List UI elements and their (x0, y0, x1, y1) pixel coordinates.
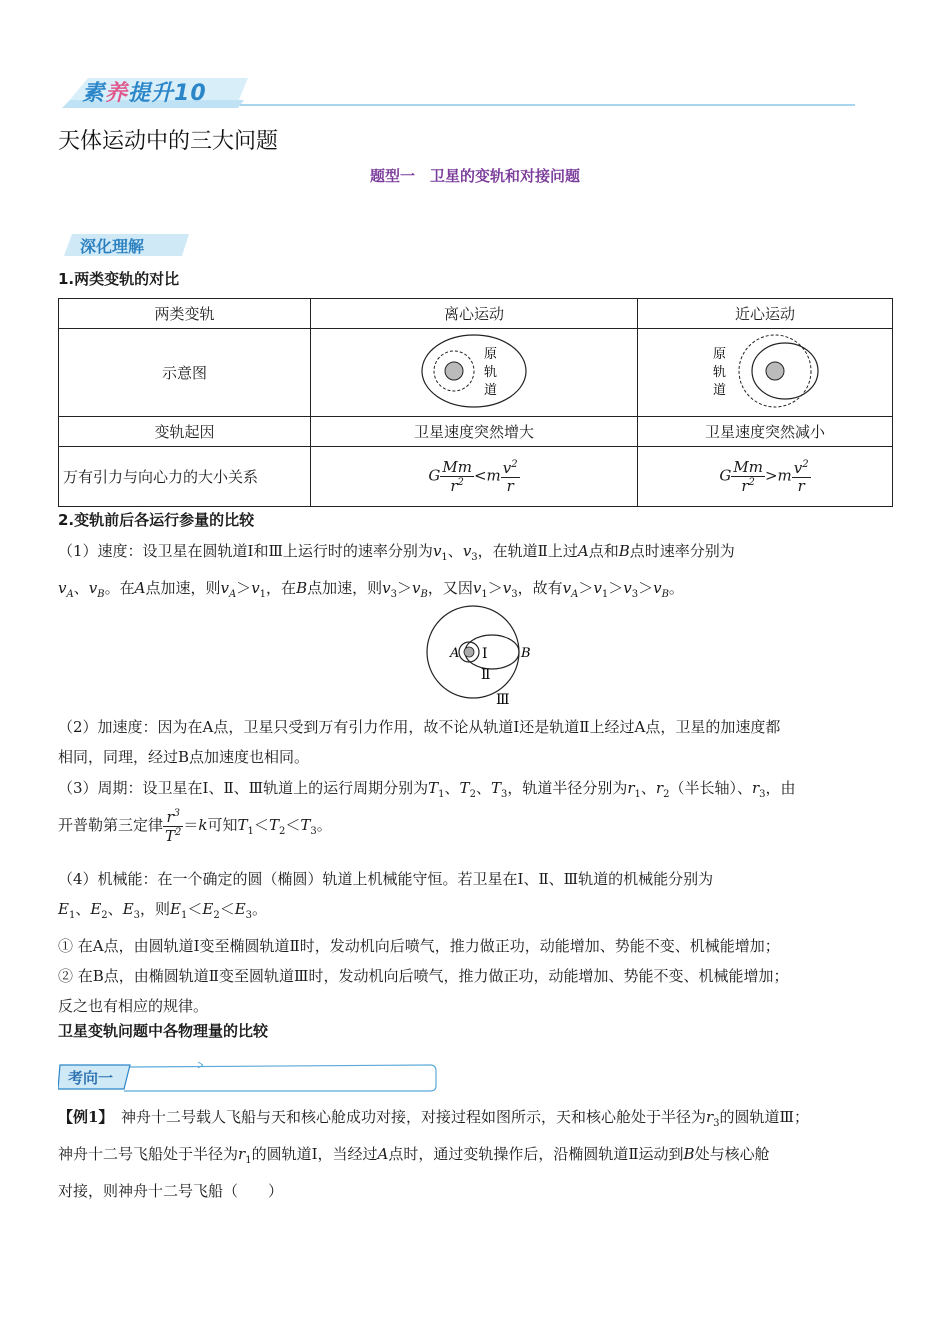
kepler-formula: 开普勒第三定律 $\frac{r^3}{T^2}$ ＝k可知$T_1<T_2<T_3$。 (58, 808, 332, 845)
centrifugal-diagram (414, 330, 534, 412)
table-header: 两类变轨 (59, 299, 311, 329)
point-b-label: B (521, 646, 531, 661)
banner-title: 素养提升10 (82, 81, 207, 106)
orbit-label: 轨 (713, 364, 727, 380)
table-header: 离心运动 (311, 299, 638, 329)
centrifugal-diagram-cell (311, 329, 638, 417)
heading-3: 卫星变轨问题中各物理量的比较 (58, 1022, 269, 1040)
table-cell: 万有引力与向心力的大小关系 (59, 447, 311, 507)
orbit-ii-label: Ⅱ (481, 667, 491, 683)
orbit-label: 道 (484, 382, 498, 398)
comparison-table (58, 298, 893, 507)
heading-1: 1.两类变轨的对比 (58, 270, 180, 288)
speed-paragraph: （1）速度：设卫星在圆轨道Ⅰ和Ⅲ上运行时的速率分别为$v_1$、$v_3$，在轨道Ⅱ上过A点和B点时速率分别为 $v_A$、$v_B$。在A点加速，则$v_A>v_1$，在B点加速，则$v_3>v_B$，又因$v_1>v_3$，故有$v_A>v_1>v_3>v_B$。 (58, 542, 735, 600)
example-paragraph: 【例1】 神舟十二号载人飞船与天和核心舱成功对接，对接过程如图所示，天和核心舱处于半径为$r_3$的圆轨道Ⅲ； 神舟十二号飞船处于半径为$r_1$的圆轨道Ⅰ，当经过A点时，通过变轨操作后，沿椭圆轨道Ⅱ运动到B处与核心舱 对接，则神舟十二号飞船（ ） (58, 1108, 809, 1200)
orbit-label: 轨 (484, 364, 498, 380)
table-cell: 卫星速度突然减小 (638, 417, 893, 447)
banner-divider (240, 104, 855, 106)
orbit-label: 原 (484, 346, 498, 362)
section-tag: 深化理解 (80, 237, 145, 256)
section-subtitle: 题型一 卫星的变轨和对接问题 (369, 167, 580, 185)
table-header: 近心运动 (638, 299, 893, 329)
table-cell: 变轨起因 (59, 417, 311, 447)
orbit-transfer-diagram (418, 604, 538, 708)
acceleration-paragraph: （2）加速度：因为在A点，卫星只受到万有引力作用，故不论从轨道Ⅰ还是轨道Ⅱ上经过A点，卫星的加速度都 相同，同理，经过B点加速度也相同。 (58, 718, 781, 766)
energy-paragraph: （4）机械能：在一个确定的圆（椭圆）轨道上机械能守恒。若卫星在Ⅰ、Ⅱ、Ⅲ轨道的机械能分别为 $E_1$、$E_2$、$E_3$，则$E_1<E_2<E_3$。 ① 在A点，由圆轨道Ⅰ变至椭圆轨道Ⅱ时，发动机向后喷气，推力做正功，动能增加、势能不变、机械能增加； ② 在B点，由椭圆轨道Ⅱ变至圆轨道Ⅲ时，发动机向后喷气，推力做正功，动能增加、势能不变、机械能增加； 反之也有相应的规律。 (58, 870, 789, 1015)
kaoxiang-label: 考向一 (68, 1069, 114, 1087)
orbit-i-label: Ⅰ (482, 646, 488, 662)
table-cell: 示意图 (59, 329, 311, 417)
orbit-iii-label: Ⅲ (496, 692, 510, 708)
formula-centripetal: G $\frac{Mm}{r^2}$ >m $\frac{v^2}{r}$ (638, 447, 893, 507)
table-cell: 卫星速度突然增大 (311, 417, 638, 447)
point-a-label: A (450, 646, 460, 661)
centripetal-diagram-cell (638, 329, 893, 417)
heading-2: 2.变轨前后各运行参量的比较 (58, 511, 255, 529)
orbit-label: 道 (713, 382, 727, 398)
centripetal-diagram (705, 330, 825, 412)
kaoxiang-frame (58, 1060, 440, 1094)
formula-centrifugal: G $\frac{Mm}{r^2}$ <m $\frac{v^2}{r}$ (311, 447, 638, 507)
orbit-label: 原 (713, 346, 727, 362)
period-paragraph: （3）周期：设卫星在Ⅰ、Ⅱ、Ⅲ轨道上的运行周期分别为$T_1$、$T_2$、$T_3$，轨道半径分别为$r_1$、$r_2$（半长轴）、$r_3$，由 (58, 779, 796, 800)
page-title: 天体运动中的三大问题 (58, 129, 279, 154)
